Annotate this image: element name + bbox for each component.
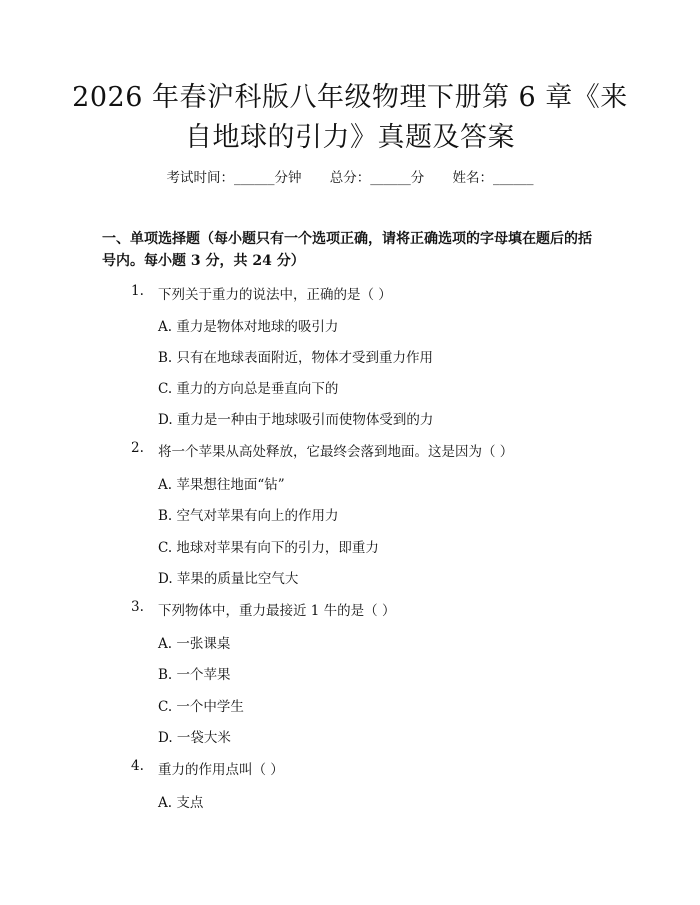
option-c: C. 地球对苹果有向下的引力，即重力 <box>158 540 379 556</box>
title-line-1: 2026 年春沪科版八年级物理下册第 6 章《来 <box>72 82 628 113</box>
option-d: D. 重力是一种由于地球吸引而使物体受到的力 <box>158 412 434 428</box>
question-number: 3. <box>131 599 144 615</box>
exam-meta <box>0 166 700 186</box>
question-text: 下列物体中，重力最接近 1 牛的是（ ） <box>158 603 396 619</box>
question-text: 下列关于重力的说法中，正确的是（ ） <box>158 287 392 303</box>
section-heading-line-2: 号内。每小题 3 分，共 24 分） <box>102 253 305 269</box>
question-text: 将一个苹果从高处释放，它最终会落到地面。这是因为（ ） <box>158 444 514 460</box>
section-heading-line-1: 一、单项选择题（每小题只有一个选项正确，请将正确选项的字母填在题后的括 <box>102 231 592 247</box>
total-score: 总分：______分 <box>329 170 425 186</box>
option-b: B. 一个苹果 <box>158 667 231 683</box>
option-d: D. 苹果的质量比空气大 <box>158 571 299 587</box>
student-name: 姓名：______ <box>452 170 534 186</box>
option-c: C. 一个中学生 <box>158 699 244 715</box>
document-title <box>60 78 640 158</box>
question-number: 1. <box>131 283 144 299</box>
title-line-2: 自地球的引力》真题及答案 <box>185 122 515 153</box>
option-a: A. 支点 <box>158 795 204 811</box>
exam-time: 考试时间：______分钟 <box>166 170 302 186</box>
question-number: 2. <box>131 440 144 456</box>
option-a: A. 重力是物体对地球的吸引力 <box>158 319 339 335</box>
option-d: D. 一袋大米 <box>158 730 231 746</box>
option-c: C. 重力的方向总是垂直向下的 <box>158 381 339 397</box>
question-text: 重力的作用点叫（ ） <box>158 762 284 778</box>
question-number: 4. <box>131 758 144 774</box>
option-a: A. 一张课桌 <box>158 636 231 652</box>
option-a: A. 苹果想往地面“钻” <box>158 477 285 493</box>
option-b: B. 空气对苹果有向上的作用力 <box>158 508 339 524</box>
option-b: B. 只有在地球表面附近，物体才受到重力作用 <box>158 350 434 366</box>
section-heading <box>102 228 602 272</box>
